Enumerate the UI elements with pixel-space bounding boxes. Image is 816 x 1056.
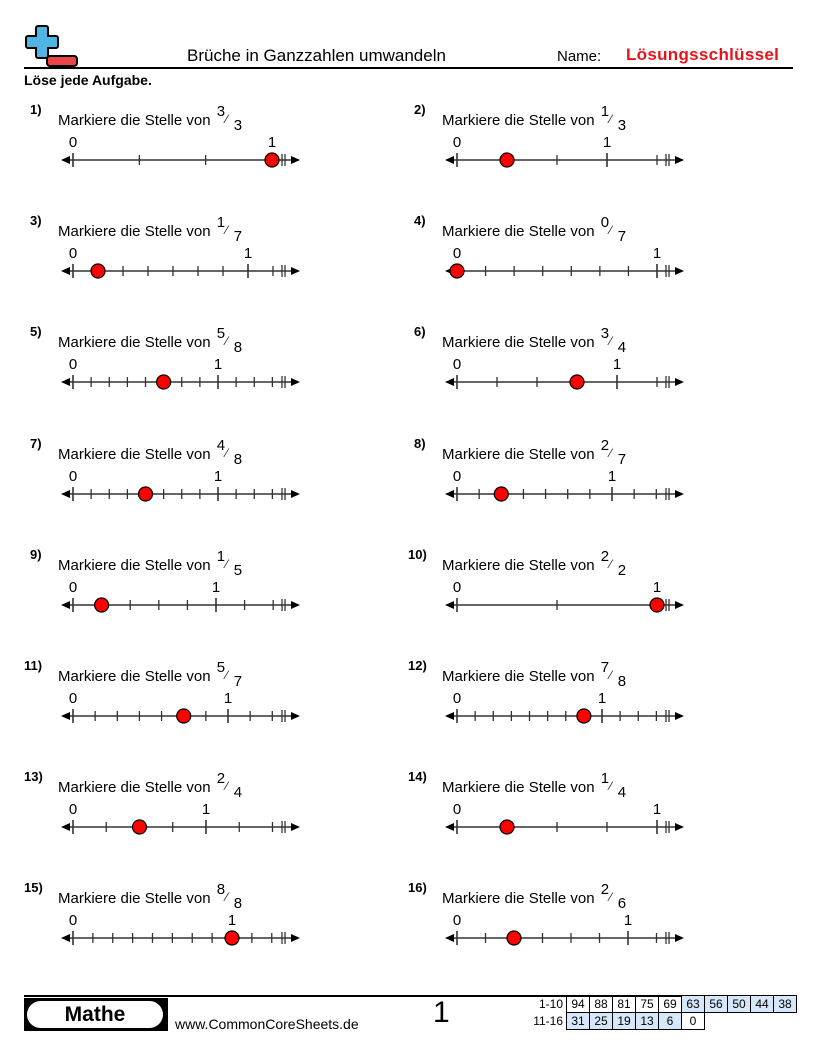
one-label: 1 <box>227 912 237 930</box>
arrow-left-icon <box>445 601 454 609</box>
one-label: 1 <box>213 356 223 374</box>
denominator: 6 <box>617 895 627 913</box>
name-value: Lösungsschlüssel <box>626 45 780 64</box>
problem-number: 14) <box>408 769 427 785</box>
denominator: 4 <box>617 339 627 357</box>
score-row <box>527 996 797 1013</box>
problem-number: 8) <box>414 435 426 451</box>
prompt-text: Markiere die Stelle von <box>58 223 211 241</box>
fraction-slash: ⁄ <box>225 334 228 349</box>
prompt-text: Markiere die Stelle von <box>442 112 595 129</box>
name-label: Name: <box>557 48 602 65</box>
fraction-slash: ⁄ <box>609 668 612 682</box>
fraction-slash: ⁄ <box>609 223 612 238</box>
arrow-left-icon <box>445 490 454 498</box>
one-label: 1 <box>597 690 607 707</box>
prompt-text: Markiere die Stelle von <box>442 223 595 241</box>
score-row <box>527 1013 797 1030</box>
fraction <box>215 770 243 802</box>
denominator: 8 <box>617 673 627 690</box>
prompt-text: Markiere die Stelle von <box>442 779 595 797</box>
problem-number: 11) <box>24 658 43 673</box>
arrow-right-icon <box>675 712 684 720</box>
prompt-text: Markiere die Stelle von <box>58 890 211 908</box>
zero-label: 0 <box>68 578 78 596</box>
answer-dot-icon <box>570 375 584 389</box>
problem-prompt <box>442 103 627 134</box>
arrow-left-icon <box>445 156 454 164</box>
numerator: 8 <box>216 881 226 899</box>
problem-number: 13) <box>24 769 43 785</box>
numerator: 1 <box>600 770 610 788</box>
problem-prompt <box>58 547 243 579</box>
answer-dot-icon <box>577 709 591 723</box>
zero-label: 0 <box>452 356 462 374</box>
number-line <box>0 908 816 968</box>
fraction-slash: ⁄ <box>225 890 228 905</box>
denominator: 8 <box>233 895 243 913</box>
score-cell: 31 <box>566 1012 590 1030</box>
zero-label: 0 <box>68 912 78 930</box>
score-cell: 6 <box>658 1012 682 1030</box>
answer-dot-icon <box>450 264 464 278</box>
one-label: 1 <box>607 467 617 485</box>
one-label: 1 <box>612 356 622 374</box>
denominator: 7 <box>617 228 627 246</box>
plus-minus-logo-icon <box>24 24 80 68</box>
prompt-text: Markiere die Stelle von <box>442 445 595 463</box>
one-label: 1 <box>652 245 662 263</box>
score-cell: 69 <box>658 995 682 1013</box>
numerator: 1 <box>216 547 226 565</box>
score-cell: 44 <box>750 995 774 1013</box>
answer-dot-icon <box>507 931 521 945</box>
numerator: 7 <box>600 659 610 676</box>
denominator: 3 <box>233 117 243 134</box>
score-table <box>527 996 797 1030</box>
one-label: 1 <box>623 912 633 930</box>
number-line <box>0 352 816 412</box>
zero-label: 0 <box>452 801 462 819</box>
one-label: 1 <box>223 690 233 707</box>
arrow-right-icon <box>675 156 684 164</box>
one-label: 1 <box>211 578 221 596</box>
arrow-right-icon <box>675 823 684 831</box>
answer-dot-icon <box>494 487 508 501</box>
denominator: 7 <box>233 228 243 246</box>
numerator: 2 <box>600 881 610 899</box>
score-cell: 38 <box>773 995 797 1013</box>
zero-label: 0 <box>452 578 462 596</box>
fraction <box>599 659 627 690</box>
fraction <box>215 103 243 134</box>
fraction <box>215 214 243 246</box>
problem-prompt <box>442 881 627 913</box>
score-row-label: 11-16 <box>533 1014 563 1028</box>
zero-label: 0 <box>452 134 462 151</box>
numerator: 2 <box>600 547 610 565</box>
denominator: 5 <box>233 561 243 579</box>
problem-prompt <box>58 881 243 913</box>
number-line <box>0 797 816 857</box>
fraction <box>215 547 243 579</box>
fraction <box>599 214 627 246</box>
problem-prompt <box>442 547 627 579</box>
number-line <box>0 130 816 190</box>
denominator: 7 <box>233 673 243 690</box>
arrow-right-icon <box>675 378 684 386</box>
fraction-slash: ⁄ <box>225 223 228 238</box>
number-line <box>0 686 816 746</box>
denominator: 4 <box>617 784 627 802</box>
arrow-left-icon <box>445 823 454 831</box>
problem-number: 15) <box>24 880 43 896</box>
arrow-right-icon <box>675 490 684 498</box>
fraction-slash: ⁄ <box>609 334 612 349</box>
prompt-text: Markiere die Stelle von <box>58 112 211 129</box>
problem-number: 10) <box>408 546 427 562</box>
fraction <box>599 881 627 913</box>
prompt-text: Markiere die Stelle von <box>442 668 595 685</box>
number-line <box>0 464 816 524</box>
problem-number: 1) <box>30 102 42 117</box>
fraction <box>215 436 243 468</box>
arrow-left-icon <box>445 712 454 720</box>
one-label: 1 <box>201 801 211 819</box>
denominator: 8 <box>233 450 243 468</box>
problem-number: 4) <box>414 213 426 229</box>
fraction <box>599 325 627 357</box>
numerator: 0 <box>600 214 610 232</box>
numerator: 5 <box>216 325 226 343</box>
score-cell: 19 <box>612 1012 636 1030</box>
fraction-slash: ⁄ <box>609 779 612 794</box>
fraction-slash: ⁄ <box>225 112 228 126</box>
fraction-slash: ⁄ <box>225 556 228 571</box>
zero-label: 0 <box>452 690 462 707</box>
problem-number: 3) <box>30 213 42 229</box>
score-cell: 81 <box>612 995 636 1013</box>
arrow-left-icon <box>445 378 454 386</box>
prompt-text: Markiere die Stelle von <box>442 890 595 908</box>
fraction <box>599 103 627 134</box>
problem-number: 12) <box>408 658 427 673</box>
one-label: 1 <box>652 578 662 596</box>
zero-label: 0 <box>452 912 462 930</box>
score-cell: 94 <box>566 995 590 1013</box>
header-divider <box>24 67 793 69</box>
fraction <box>215 659 243 690</box>
prompt-text: Markiere die Stelle von <box>58 334 211 352</box>
problem-number: 2) <box>414 102 426 117</box>
fraction-slash: ⁄ <box>225 445 228 460</box>
numerator: 4 <box>216 436 226 454</box>
problem-prompt <box>442 325 627 357</box>
fraction-slash: ⁄ <box>225 668 228 682</box>
arrow-right-icon <box>675 601 684 609</box>
numerator: 5 <box>216 659 226 676</box>
prompt-text: Markiere die Stelle von <box>442 334 595 352</box>
number-line <box>0 575 816 635</box>
problem-prompt <box>58 659 243 690</box>
prompt-text: Markiere die Stelle von <box>58 668 211 685</box>
denominator: 4 <box>233 784 243 802</box>
number-line <box>0 241 816 301</box>
problem-prompt <box>442 770 627 802</box>
problem-prompt <box>442 659 627 690</box>
score-cell: 63 <box>681 995 705 1013</box>
one-label: 1 <box>602 134 612 151</box>
numerator: 1 <box>600 103 610 120</box>
fraction <box>599 770 627 802</box>
subject-badge <box>24 998 168 1031</box>
zero-label: 0 <box>68 134 78 151</box>
prompt-text: Markiere die Stelle von <box>58 779 211 797</box>
instructions: Löse jede Aufgabe. <box>24 72 152 88</box>
problem-prompt <box>58 436 243 468</box>
score-cell: 13 <box>635 1012 659 1030</box>
problem-prompt <box>442 214 627 246</box>
problem-prompt <box>58 325 243 357</box>
score-cell: 56 <box>704 995 728 1013</box>
answer-dot-icon <box>500 820 514 834</box>
one-label: 1 <box>267 134 277 151</box>
footer-url: www.CommonCoreSheets.de <box>175 1016 359 1032</box>
one-label: 1 <box>652 801 662 819</box>
arrow-left-icon <box>445 934 454 942</box>
fraction <box>599 436 627 468</box>
problem-prompt <box>58 770 243 802</box>
arrow-right-icon <box>675 934 684 942</box>
fraction-slash: ⁄ <box>609 112 612 126</box>
problem-number: 5) <box>30 324 42 340</box>
score-cell: 0 <box>681 1012 705 1030</box>
numerator: 3 <box>600 325 610 343</box>
numerator: 2 <box>216 770 226 788</box>
problem-prompt <box>58 103 243 134</box>
numerator: 2 <box>600 436 610 454</box>
one-label: 1 <box>213 467 223 485</box>
zero-label: 0 <box>68 467 78 485</box>
score-row-label: 1-10 <box>538 997 563 1011</box>
problem-prompt <box>58 214 243 246</box>
prompt-text: Markiere die Stelle von <box>58 556 211 574</box>
numerator: 1 <box>216 214 226 232</box>
fraction-slash: ⁄ <box>609 890 612 905</box>
zero-label: 0 <box>68 245 78 263</box>
numerator: 3 <box>216 103 226 120</box>
denominator: 8 <box>233 339 243 357</box>
fraction <box>599 547 627 579</box>
arrow-right-icon <box>675 267 684 275</box>
denominator: 2 <box>617 561 627 579</box>
fraction <box>215 325 243 357</box>
answer-dot-icon <box>500 153 514 167</box>
zero-label: 0 <box>452 245 462 263</box>
worksheet-title: Brüche in Ganzzahlen umwandeln <box>187 46 446 65</box>
answer-dot-icon <box>650 598 664 612</box>
prompt-text: Markiere die Stelle von <box>442 556 595 574</box>
fraction-slash: ⁄ <box>609 445 612 460</box>
problem-number: 16) <box>408 880 427 896</box>
zero-label: 0 <box>68 690 78 707</box>
zero-label: 0 <box>68 356 78 374</box>
score-cell: 88 <box>589 995 613 1013</box>
one-label: 1 <box>243 245 253 263</box>
score-cell: 50 <box>727 995 751 1013</box>
score-cell: 75 <box>635 995 659 1013</box>
score-cell: 25 <box>589 1012 613 1030</box>
fraction <box>215 881 243 913</box>
zero-label: 0 <box>68 801 78 819</box>
problem-prompt <box>442 436 627 468</box>
prompt-text: Markiere die Stelle von <box>58 445 211 463</box>
denominator: 3 <box>617 117 627 134</box>
fraction-slash: ⁄ <box>609 556 612 571</box>
subject-badge-label: Mathe <box>27 1001 163 1028</box>
problem-number: 7) <box>30 435 42 451</box>
problem-number: 9) <box>30 546 42 562</box>
page-number: 1 <box>433 996 450 1029</box>
zero-label: 0 <box>452 467 462 485</box>
denominator: 7 <box>617 450 627 468</box>
problem-number: 6) <box>414 324 426 340</box>
fraction-slash: ⁄ <box>225 779 228 794</box>
